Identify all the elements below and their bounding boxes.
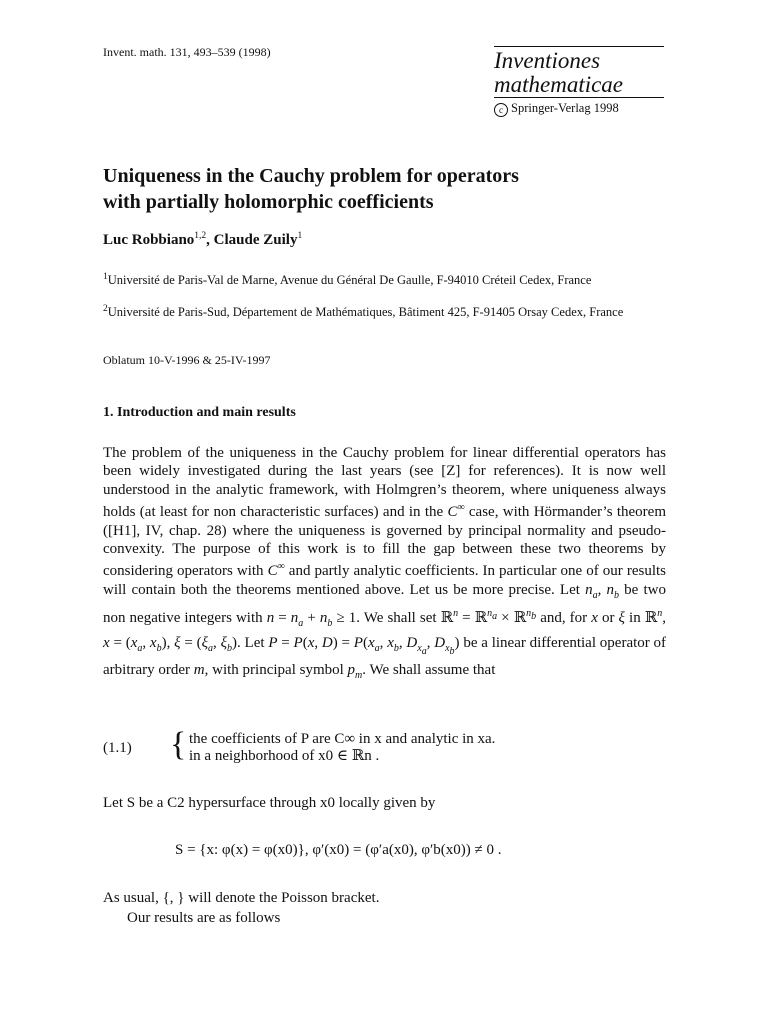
inf-1: ∞: [457, 502, 465, 514]
aff2-text: Université de Paris-Sud, Département de Mathématiques, Bâtiment 425, F-91405 Orsay Cedex, France: [107, 305, 624, 320]
equation-1-1: [189, 731, 495, 765]
journal-name-line2: mathematicae: [494, 72, 624, 97]
title-line2: with partially holomorphic coefficients: [103, 191, 434, 213]
p1-text9: be a linear differential operator of arbitrary order: [103, 634, 667, 679]
c-inf-2: C: [267, 563, 278, 580]
left-brace: {: [170, 726, 187, 763]
p1-text8: . Let: [237, 634, 269, 651]
section-heading: 1. Introduction and main results: [103, 405, 296, 420]
p1-text2: case, with Hörmander’s theorem ([H1], IV, chap. 28) where the uniqueness is governed by principal normality and pseudo-convexity. The purpose of this work is to fill the gap between these two theorems by considering operators with: [103, 504, 666, 580]
author-sep: ,: [206, 232, 214, 248]
oblatum-date: Oblatum 10-V-1996 & 25-IV-1997: [103, 353, 271, 367]
hypersurface-line: Let S be a C2 hypersurface through x0 locally given by: [103, 795, 436, 811]
affiliation-1: [103, 269, 668, 288]
author-1: Luc Robbiano: [103, 232, 195, 248]
rule-bottom: [494, 97, 664, 98]
p1-text10: , with principal symbol: [204, 662, 348, 679]
eq11-line2: in a neighborhood of x0 ∈ ℝn .: [189, 748, 380, 764]
aff1-mark: 1: [103, 272, 108, 282]
p1-text5: . We shall set: [356, 610, 441, 627]
author-2-sup: 1: [297, 231, 303, 241]
title-line1: Uniqueness in the Cauchy problem for operators: [103, 165, 519, 187]
p1-text1: The problem of the uniqueness in the Cauchy problem for linear differential operators has been widely investigated during the last years (see [Z] for references). It is now well understood in the analytic framework, with Holmgren’s theorem, where uniqueness always holds (at least for non characteristic surfaces) and in the: [103, 445, 666, 521]
aff2-mark: 2: [103, 304, 108, 314]
inf-2: ∞: [277, 561, 285, 573]
journal-logo: [494, 46, 664, 117]
p1-text3: and partly analytic coefficients. In particular one of our results will contain both the theorems mentioned above. Let us be more precise. Let: [103, 563, 666, 598]
p1-text7: in: [624, 610, 645, 627]
equation-label: (1.1): [103, 740, 132, 756]
publisher: Springer-Verlag 1998: [511, 101, 619, 115]
affiliation-2: [103, 301, 668, 320]
publisher-line: [494, 101, 664, 117]
rule-top: [494, 46, 664, 47]
results-line: Our results are as follows: [127, 910, 281, 926]
copyright-icon: c: [494, 103, 508, 117]
c-inf-1: C: [447, 504, 458, 521]
display-equation: S = {x: φ(x) = φ(x0)}, φ′(x0) = (φ′a(x0), φ′b(x0)) ≠ 0 .: [175, 842, 502, 858]
paper-title: [103, 163, 519, 215]
author-2: Claude Zuily: [213, 232, 298, 248]
citation: Invent. math. 131, 493–539 (1998): [103, 45, 271, 59]
poisson-line: As usual, {, } will denote the Poisson bracket.: [103, 890, 380, 906]
aff1-text: Université de Paris-Val de Marne, Avenue du Général De Gaulle, F-94010 Créteil Cedex, France: [107, 273, 592, 288]
journal-name-line1: Inventiones: [494, 48, 601, 73]
p1-text6: and, for: [536, 610, 592, 627]
p1-text11: . We shall assume that: [362, 662, 496, 679]
authors: [103, 231, 302, 249]
eq11-line1: the coefficients of P are C∞ in x and analytic in xa.: [189, 731, 496, 747]
p1-text4: be two non negative integers with: [103, 581, 666, 627]
author-1-sup: 1,2: [194, 231, 207, 241]
paragraph-intro: The problem of the uniqueness in the Cauchy problem for linear differential operators has been widely investigated during the last years (see [Z] for references). It is now well understood in the analytic framework, with Holmgren’s theorem, where uniqueness always holds (at least for non characteristic surfaces) and in the C∞ case, with Hörmander’s theorem ([H1], IV, chap. 28) where the uniqueness is governed by principal normality and pseudo-convexity. The purpose of this work is to fill the gap between these two theorems by considering operators with C∞ and partly analytic coefficients. In particular one of our results will contain both the theorems mentioned above. Let us be more precise. Let $n_a$, $n_b$ be two non negative integers with $n = n_a + n_b \ge 1$. We shall set ℝ$^n$ = ℝ$^{n_a}$ × ℝ$^{n_b}$ and, for x or ξ in ℝ$^n$, $x = (x_a$, $x_b$), $\xi = (\xi_a$, $\xi_b$). Let P = P(x, $D) = P(x_a$, $x_b$, $D_{x_a}$, $D_{x_b}$) be a linear differential operator of arbitrary order m, with principal symbol $p_m$. We shall assume that: [103, 445, 667, 682]
